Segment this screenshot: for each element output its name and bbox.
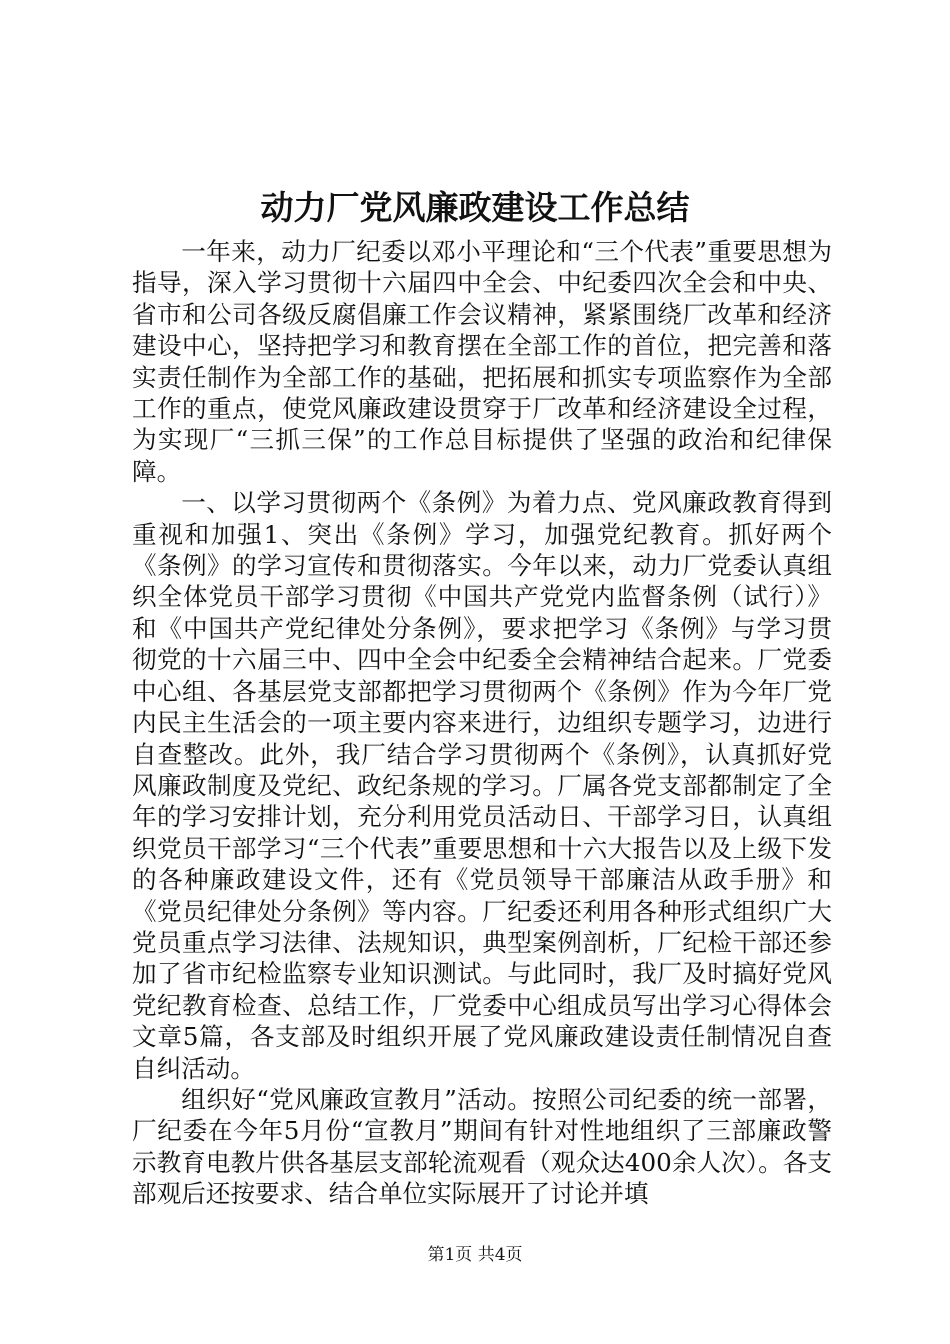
page-number-footer: 第1页 共4页: [427, 1245, 523, 1265]
paragraph-intro: 一年来，动力厂纪委以邓小平理论和“三个代表”重要思想为指导，深入学习贯彻十六届四中全会、中纪委四次全会和中央、省市和公司各级反腐倡廉工作会议精神，紧紧围绕厂改革和经济建设中心，坚持把学习和教育摆在全部工作的首位，把完善和落实责任制作为全部工作的基础，把拓展和抓实专项监察作为全部工作的重点，使党风廉政建设贯穿于厂改革和经济建设全过程，为实现厂“三抓三保”的工作总目标提供了坚强的政治和纪律保障。: [132, 237, 832, 486]
document-title: 动力厂党风廉政建设工作总结: [260, 188, 690, 227]
document-body: [132, 236, 832, 1210]
paragraph-section-one: 一、以学习贯彻两个《条例》为着力点、党风廉政教育得到重视和加强1、突出《条例》学习，加强党纪教育。抓好两个《条例》的学习宣传和贯彻落实。今年以来，动力厂党委认真组织全体党员干部学习贯彻《中国共产党党内监督条例（试行）》和《中国共产党纪律处分条例》，要求把学习《条例》与学习贯彻党的十六届三中、四中全会中纪委全会精神结合起来。厂党委中心组、各基层党支部都把学习贯彻两个《条例》作为今年厂党内民主生活会的一项主要内容来进行，边组织专题学习，边进行自查整改。此外，我厂结合学习贯彻两个《条例》，认真抓好党风廉政制度及党纪、政纪条规的学习。厂属各党支部都制定了全年的学习安排计划，充分利用党员活动日、干部学习日，认真组织党员干部学习“三个代表”重要思想和十六大报告以及上级下发的各种廉政建设文件，还有《党员领导干部廉洁从政手册》和《党员纪律处分条例》等内容。厂纪委还利用各种形式组织广大党员重点学习法律、法规知识，典型案例剖析，厂纪检干部还参加了省市纪检监察专业知识测试。与此同时，我厂及时搞好党风党纪教育检查、总结工作，厂党委中心组成员写出学习心得体会文章5篇，各支部及时组织开展了党风廉政建设责任制情况自查自纠活动。: [132, 488, 832, 1083]
paragraph-education-month: 组织好“党风廉政宣教月”活动。按照公司纪委的统一部署，厂纪委在今年5月份“宣教月”期间有针对性地组织了三部廉政警示教育电教片供各基层支部轮流观看（观众达400余人次）。各支部观后还按要求、结合单位实际展开了讨论并填: [132, 1084, 832, 1209]
